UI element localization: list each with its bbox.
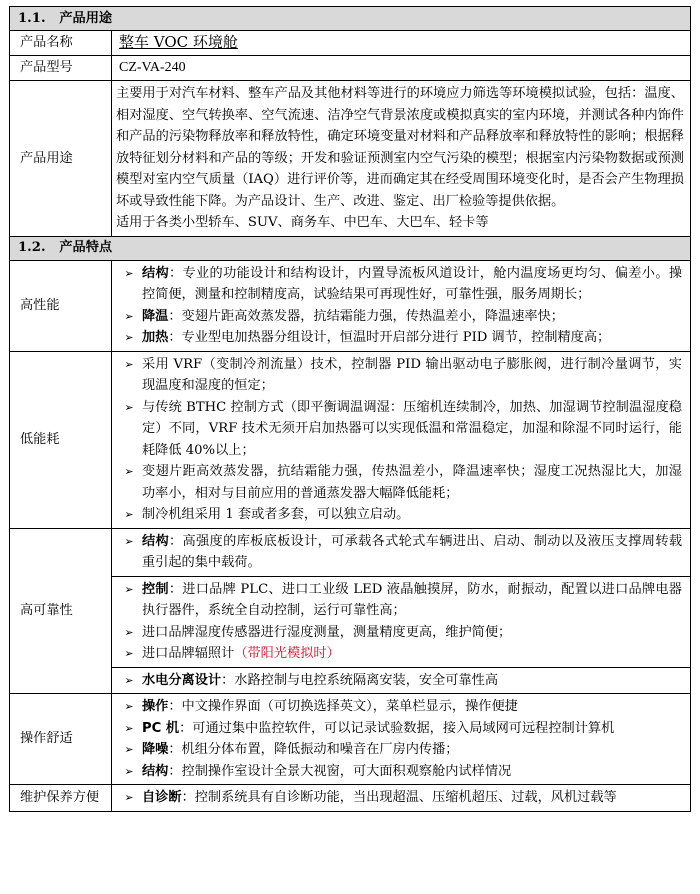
- feature-keyword: PC 机: [142, 720, 180, 736]
- feature-description: ：专业型电加热器分组设计，恒温时开启部分进行 PID 调节，控制精度高；: [168, 330, 611, 345]
- label-product-name: 产品名称: [10, 31, 112, 56]
- feature-description: ：可通过集中监控软件，可以记录试验数据，接入局域网可远程控制计算机: [179, 720, 615, 736]
- section-header-usage: [10, 7, 691, 31]
- row-operation-comfort: [10, 694, 691, 785]
- section-title: 产品用途: [59, 10, 113, 26]
- arrow-bullet-icon: ➢: [124, 534, 134, 548]
- row-product-model: [10, 56, 691, 81]
- feature-description: 进口品牌辐照计: [142, 646, 235, 661]
- arrow-bullet-icon: ➢: [124, 625, 134, 639]
- feature-text: [142, 579, 682, 622]
- section-title: 产品特点: [59, 240, 113, 256]
- row-high-performance: [10, 260, 691, 351]
- feature-item: [116, 579, 682, 622]
- feature-item: [116, 504, 682, 526]
- feature-keyword: 降噪: [142, 742, 169, 757]
- group-divider: [112, 576, 690, 577]
- feature-text: [142, 504, 682, 526]
- row-low-energy: [10, 351, 691, 528]
- feature-text: [142, 263, 682, 306]
- row-product-usage: [10, 81, 691, 237]
- feature-description: ：专业的功能设计和结构设计，内置导流板风道设计，舱内温度场更均匀、偏差小。操控简便，测量和控制精度高，试验结果可再现性好，可靠性强，服务周期长；: [142, 265, 683, 302]
- arrow-bullet-icon: ➢: [124, 721, 134, 735]
- group-divider: [112, 667, 690, 668]
- section-header-features: [10, 236, 691, 260]
- feature-text: [142, 739, 682, 761]
- feature-item: [116, 761, 682, 783]
- feature-item: [116, 787, 682, 809]
- arrow-bullet-icon: ➢: [124, 508, 134, 521]
- feature-text: [142, 461, 682, 504]
- arrow-bullet-icon: ➢: [124, 582, 134, 596]
- feature-description: ：高强度的库板底板设计，可承载各式轮式车辆进出、启动、制动以及液压支撑周转载重引起的集中载荷。: [142, 533, 683, 570]
- label-maintenance: 维护保养方便: [10, 785, 112, 812]
- feature-keyword: 自诊断: [142, 790, 182, 805]
- feature-description: ：水路控制与电控系统隔离安装，安全可靠性高: [221, 672, 499, 688]
- label-product-model: 产品型号: [10, 56, 112, 81]
- feature-item: [116, 696, 682, 718]
- feature-item: [116, 306, 682, 328]
- feature-description: 进口品牌湿度传感器进行湿度测量，测量精度更高，维护简便；: [142, 624, 512, 640]
- feature-description: ：控制系统具有自诊断功能，当出现超温、压缩机超压、过载，风机过载等: [181, 790, 617, 805]
- feature-description: 制冷机组采用 1 套或者多套，可以独立启动。: [142, 507, 410, 522]
- feature-keyword: 加热: [142, 330, 169, 345]
- feature-keyword: 降温: [142, 308, 169, 324]
- arrow-bullet-icon: ➢: [124, 743, 134, 756]
- feature-description: ：控制操作室设计全景大视窗，可大面积观察舱内试样情况: [168, 763, 512, 779]
- spec-document: [9, 6, 691, 812]
- section-number: 1.1.: [18, 10, 46, 26]
- label-low-energy: 低能耗: [10, 351, 112, 528]
- feature-description: ：中文操作界面（可切换选择英文），菜单栏显示，操作便捷: [168, 699, 518, 714]
- feature-text: [142, 670, 682, 692]
- feature-text: [142, 306, 682, 328]
- feature-item: [116, 531, 682, 574]
- feature-item: [116, 718, 682, 740]
- arrow-bullet-icon: ➢: [124, 400, 134, 414]
- row-maintenance: [10, 785, 691, 812]
- feature-item: [116, 263, 682, 306]
- usage-paragraph: 主要用于对汽车材料、整车产品及其他材料等进行的环境应力筛选等环境模拟试验，包括：温度、相对湿度、空气转换率、空气流速、洁净空气背景浓度或模拟真实的室内环境，并测试各种内饰件和产品的污染物释放率和释放特性，确定环境变量对材料和产品释放率和释放特性的影响；根据释放特征划分材料和产品的等级；开发和验证预测室内空气污染的模型；根据室内污染物数据或预测模型对室内空气质量（IAQ）进行评价等，进而确定其在经受周围环境变化时，是否会产生物理损坏或导致性能下降。为产品设计、生产、改进、鉴定、出厂检验等提供依据。: [116, 86, 684, 209]
- feature-text: [142, 718, 682, 740]
- feature-keyword: 结构: [142, 533, 170, 549]
- label-high-performance: 高性能: [10, 260, 112, 351]
- feature-note-red: （带阳光模拟时）: [234, 646, 340, 661]
- arrow-bullet-icon: ➢: [124, 266, 134, 280]
- feature-item: [116, 327, 682, 349]
- feature-text: [142, 696, 682, 718]
- feature-text: [142, 327, 682, 349]
- feature-item: [116, 622, 682, 644]
- usage-applicable: 适用于各类小型轿车、SUV、商务车、中巴车、大巴车、轻卡等: [116, 215, 489, 230]
- row-product-name: [10, 31, 691, 56]
- arrow-bullet-icon: ➢: [124, 791, 134, 804]
- arrow-bullet-icon: ➢: [124, 647, 134, 660]
- feature-text: [142, 622, 682, 644]
- feature-text: [142, 761, 682, 783]
- arrow-bullet-icon: ➢: [124, 764, 134, 778]
- row-high-reliability: [10, 528, 691, 694]
- arrow-bullet-icon: ➢: [124, 357, 134, 371]
- feature-text: [142, 643, 682, 665]
- feature-text: [142, 354, 682, 397]
- feature-keyword: 控制: [142, 581, 169, 597]
- feature-description: ：变翅片距高效蒸发器，抗结霜能力强，传热温差小，降温速率快；: [168, 308, 564, 324]
- feature-item: [116, 461, 682, 504]
- value-product-name: 整车 VOC 环境舱: [119, 32, 238, 51]
- feature-keyword: 操作: [142, 699, 169, 714]
- feature-keyword: 结构: [142, 763, 169, 779]
- feature-keyword: 结构: [142, 265, 170, 281]
- value-product-model: CZ-VA-240: [112, 56, 691, 81]
- arrow-bullet-icon: ➢: [124, 700, 134, 713]
- feature-item: [116, 739, 682, 761]
- label-product-usage: 产品用途: [10, 81, 112, 237]
- feature-text: [142, 787, 682, 809]
- feature-description: ：进口品牌 PLC、进口工业级 LED 液晶触摸屏，防水，耐振动，配置以进口品牌电器执行器件，系统全自动控制，运行可靠性高；: [142, 581, 682, 618]
- feature-item: [116, 643, 682, 665]
- feature-item: [116, 397, 682, 462]
- feature-text: [142, 531, 682, 574]
- label-operation-comfort: 操作舒适: [10, 694, 112, 785]
- feature-item: [116, 670, 682, 692]
- feature-keyword: 水电分离设计: [142, 672, 222, 688]
- arrow-bullet-icon: ➢: [124, 309, 134, 323]
- feature-description: ：机组分体布置，降低振动和噪音在厂房内传播；: [168, 742, 459, 757]
- feature-description: 采用 VRF（变制冷剂流量）技术，控制器 PID 输出驱动电子膨胀阀，进行制冷量调节，实现温度和湿度的恒定；: [142, 356, 682, 393]
- arrow-bullet-icon: ➢: [124, 465, 134, 478]
- section-number: 1.2.: [18, 240, 46, 256]
- spec-table: [9, 6, 691, 812]
- arrow-bullet-icon: ➢: [124, 331, 134, 344]
- feature-description: 与传统 BTHC 控制方式（即平衡调温调湿：压缩机连续制冷，加热、加湿调节控制温湿度稳定）不同，VRF 技术无须开启加热器可以实现低温和常温稳定，加湿和除湿不同时运行，能耗降低 40%以上；: [142, 399, 682, 458]
- feature-text: [142, 397, 682, 462]
- feature-item: [116, 354, 682, 397]
- label-high-reliability: 高可靠性: [10, 528, 112, 694]
- arrow-bullet-icon: ➢: [124, 673, 134, 687]
- feature-description: 变翅片距高效蒸发器，抗结霜能力强，传热温差小，降温速率快；湿度工况热湿比大，加湿功率小，相对与目前应用的普通蒸发器大幅降低能耗；: [142, 464, 682, 501]
